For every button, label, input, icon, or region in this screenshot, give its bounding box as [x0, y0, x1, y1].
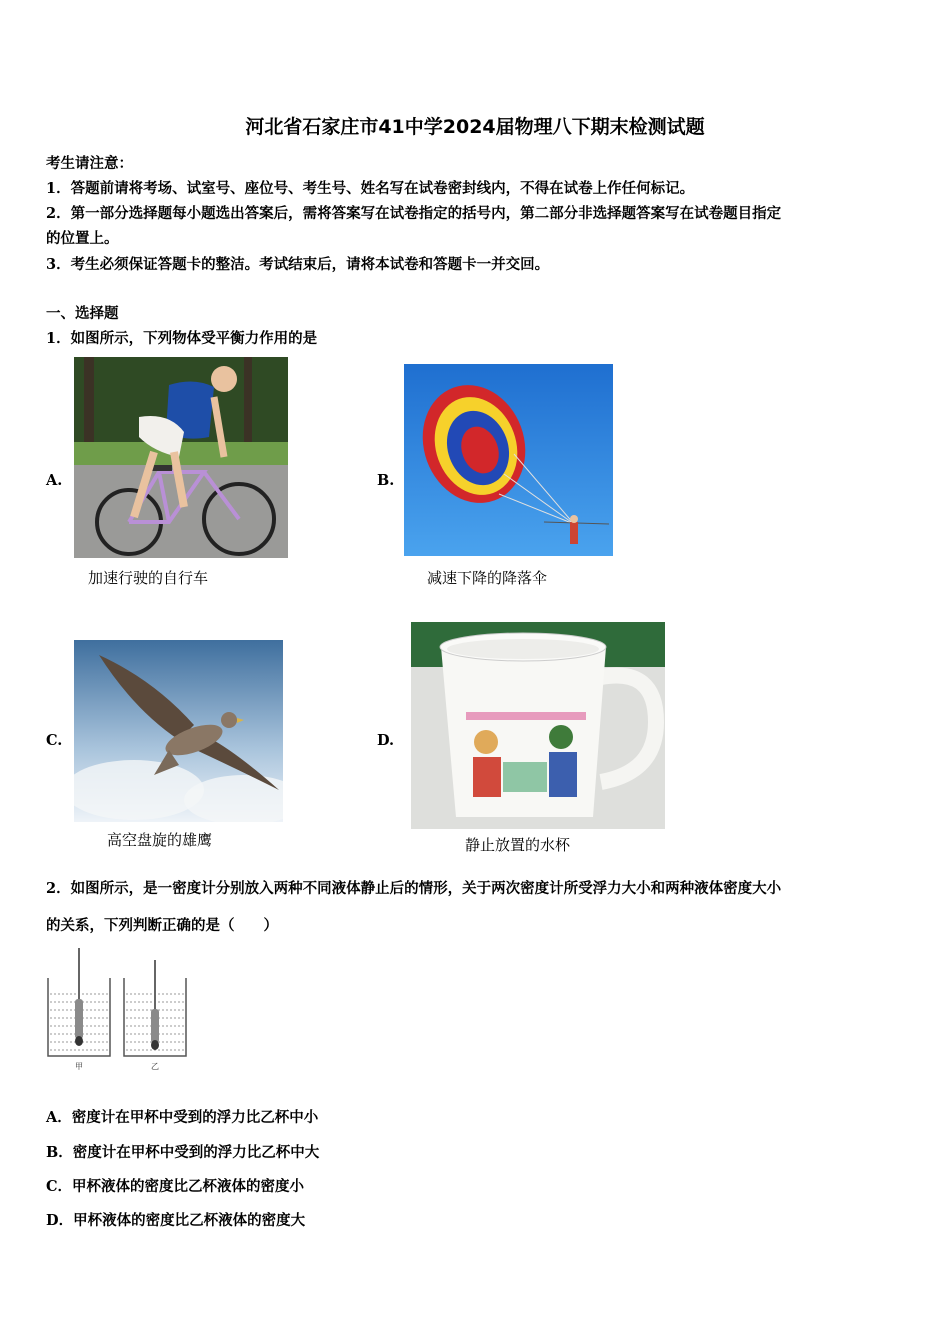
question-2-stem-line1: 2．如图所示，是一密度计分别放入两种不同液体静止后的情形，关于两次密度计所受浮力大小和两种液体密度大小: [46, 880, 782, 897]
question-2-option-c: C．甲杯液体的密度比乙杯液体的密度小: [46, 1178, 305, 1195]
hydrometer-figure: [46, 944, 188, 1072]
notice-item-3: 3．考生必须保证答题卡的整洁。考试结束后，请将本试卷和答题卡一并交回。: [46, 256, 550, 273]
section-heading: 一、选择题: [46, 305, 119, 322]
parachute-photo: [404, 364, 613, 556]
option-d-letter: D.: [377, 732, 395, 749]
page-title: 河北省石家庄市41中学2024届物理八下期末检测试题: [245, 116, 705, 138]
notice-item-2-cont: 的位置上。: [46, 230, 119, 247]
question-2-option-a: A．密度计在甲杯中受到的浮力比乙杯中小: [46, 1109, 319, 1126]
notice-item-1: 1．答题前请将考场、试室号、座位号、考生号、姓名写在试卷密封线内，不得在试卷上作任何标记。: [46, 180, 695, 197]
eagle-photo: [74, 640, 283, 822]
option-c-letter: C.: [46, 732, 63, 749]
option-a-letter: A.: [46, 472, 63, 489]
mug-photo: [411, 622, 665, 829]
option-b-caption: 减速下降的降落伞: [427, 569, 548, 587]
question-1-stem: 1．如图所示，下列物体受平衡力作用的是: [46, 330, 318, 347]
option-b-letter: B.: [377, 472, 395, 489]
question-2-option-b: B．密度计在甲杯中受到的浮力比乙杯中大: [46, 1144, 320, 1161]
option-a-caption: 加速行驶的自行车: [88, 569, 209, 587]
option-d-caption: 静止放置的水杯: [465, 836, 571, 854]
question-2-stem-line2: 的关系，下列判断正确的是（ ）: [46, 917, 278, 934]
notice-heading: 考生请注意：: [46, 155, 133, 172]
figure-label-jia: 甲: [75, 1062, 83, 1071]
cyclist-photo: [74, 357, 288, 558]
notice-item-2: 2．第一部分选择题每小题选出答案后，需将答案写在试卷指定的括号内，第二部分非选择题答案写在试卷题目指定: [46, 205, 782, 222]
question-2-option-d: D．甲杯液体的密度比乙杯液体的密度大: [46, 1212, 306, 1229]
figure-label-yi: 乙: [151, 1062, 159, 1071]
option-c-caption: 高空盘旋的雄鹰: [107, 831, 213, 849]
